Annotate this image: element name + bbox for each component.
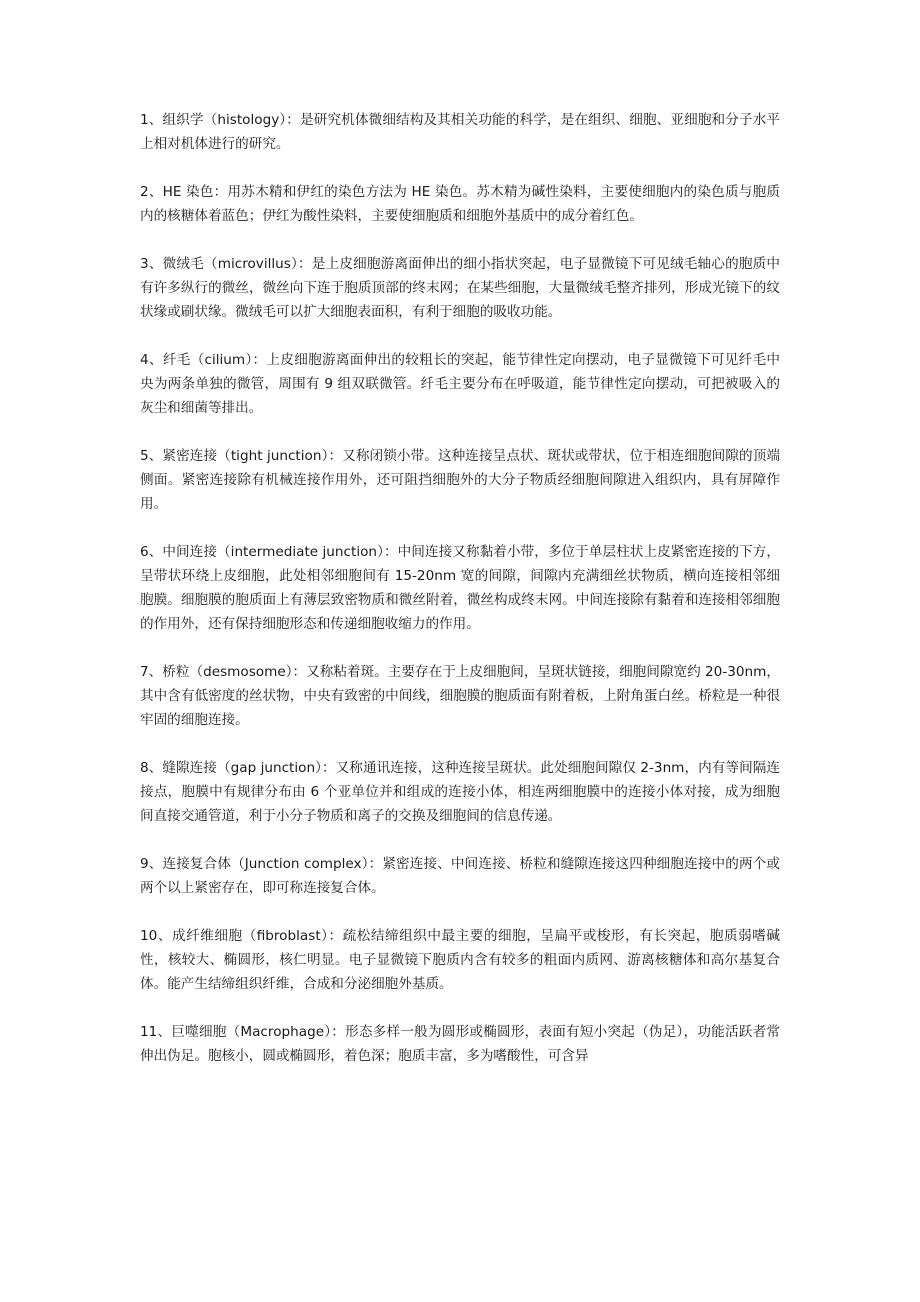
term-entry-gap-junction: 8、缝隙连接（gap junction）：又称通讯连接，这种连接呈斑状。此处细胞间隙仅 2-3nm，内有等间隔连接点，胞膜中有规律分布由 6 个亚单位并和组成的连接小体，相连两细胞膜中的连接小体对接，成为细胞间直接交通管道，利于小分子物质和离子的交换及细胞间的信息传递。	[140, 760, 780, 824]
term-entry-fibroblast: 10、成纤维细胞（fibroblast）：疏松结缔组织中最主要的细胞，呈扁平或梭形，有长突起，胞质弱嗜碱性，核较大、椭圆形，核仁明显。电子显微镜下胞质内含有较多的粗面内质网、游离核糖体和高尔基复合体。能产生结缔组织纤维，合成和分泌细胞外基质。	[140, 928, 780, 992]
term-entry-macrophage: 11、巨噬细胞（Macrophage）：形态多样一般为圆形或椭圆形，表面有短小突起（伪足），功能活跃者常伸出伪足。胞核小，圆或椭圆形，着色深；胞质丰富，多为嗜酸性，可含异	[140, 1024, 780, 1064]
term-entry-intermediate-junction: 6、中间连接（intermediate junction）：中间连接又称黏着小带，多位于单层柱状上皮紧密连接的下方，呈带状环绕上皮细胞，此处相邻细胞间有 15-20nm 宽的间隙，间隙内充满细丝状物质，横向连接相邻细胞膜。细胞膜的胞质面上有薄层致密物质和微丝附着，微丝构成终末网。中间连接除有黏着和连接相邻细胞的作用外，还有保持细胞形态和传递细胞收缩力的作用。	[140, 544, 780, 632]
term-entry-tight-junction: 5、紧密连接（tight junction）：又称闭锁小带。这种连接呈点状、斑状或带状，位于相连细胞间隙的顶端侧面。紧密连接除有机械连接作用外，还可阻挡细胞外的大分子物质经细胞间隙进入组织内，具有屏障作用。	[140, 448, 780, 512]
term-entry-junction-complex: 9、连接复合体（Junction complex）：紧密连接、中间连接、桥粒和缝隙连接这四种细胞连接中的两个或两个以上紧密存在，即可称连接复合体。	[140, 856, 780, 896]
document-page	[140, 108, 780, 1068]
term-entry-he-stain: 2、HE 染色：用苏木精和伊红的染色方法为 HE 染色。苏木精为碱性染料，主要使细胞内的染色质与胞质内的核糖体着蓝色；伊红为酸性染料，主要使细胞质和细胞外基质中的成分着红色。	[140, 184, 780, 224]
term-entry-cilium: 4、纤毛（cilium）：上皮细胞游离面伸出的较粗长的突起，能节律性定向摆动，电子显微镜下可见纤毛中央为两条单独的微管，周围有 9 组双联微管。纤毛主要分布在呼吸道，能节律性定向摆动，可把被吸入的灰尘和细菌等排出。	[140, 352, 780, 416]
term-entry-desmosome: 7、桥粒（desmosome）：又称粘着斑。主要存在于上皮细胞间，呈斑状链接，细胞间隙宽约 20-30nm，其中含有低密度的丝状物，中央有致密的中间线，细胞膜的胞质面有附着板，上附角蛋白丝。桥粒是一种很牢固的细胞连接。	[140, 664, 780, 728]
term-entry-histology: 1、组织学（histology）：是研究机体微细结构及其相关功能的科学，是在组织、细胞、亚细胞和分子水平上相对机体进行的研究。	[140, 112, 780, 152]
term-entry-microvillus: 3、微绒毛（microvillus）：是上皮细胞游离面伸出的细小指状突起，电子显微镜下可见绒毛轴心的胞质中有许多纵行的微丝，微丝向下连于胞质顶部的终末网；在某些细胞，大量微绒毛整齐排列，形成光镜下的纹状缘或刷状缘。微绒毛可以扩大细胞表面积，有利于细胞的吸收功能。	[140, 256, 780, 320]
